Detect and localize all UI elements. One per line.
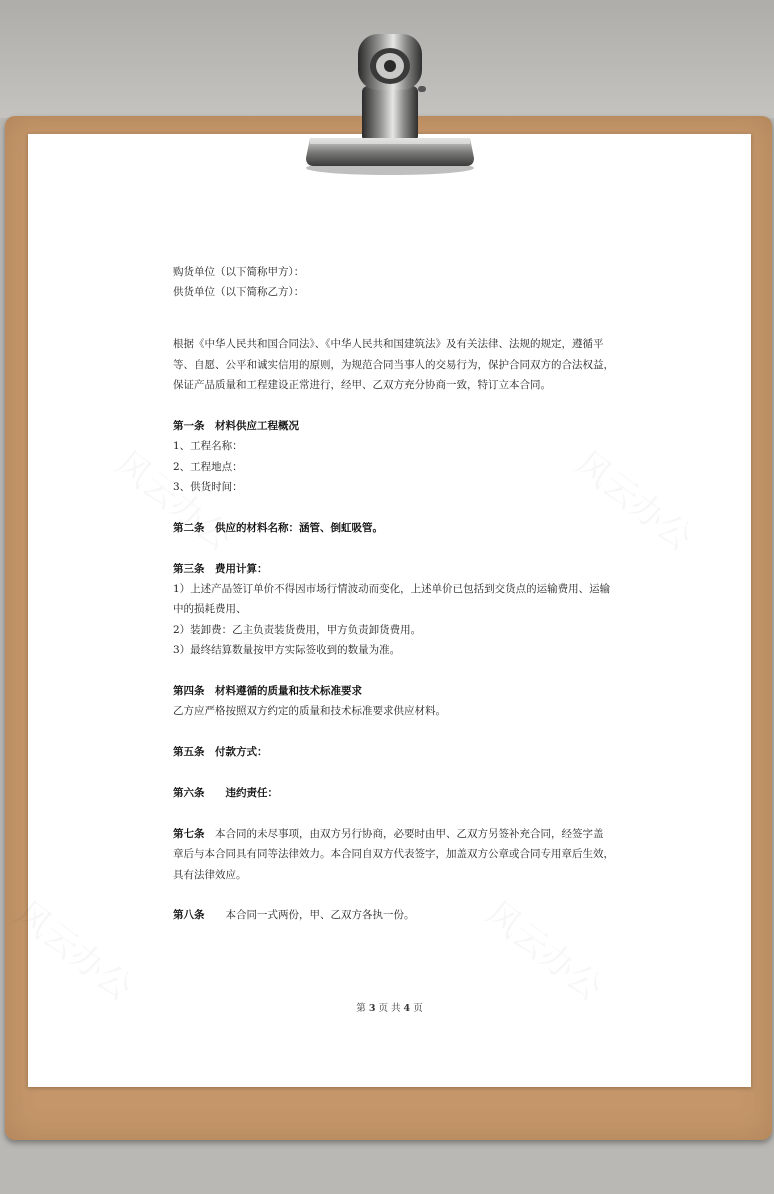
- article-3-title: 第三条 费用计算：: [173, 562, 268, 575]
- article-4-title: 第四条 材料遵循的质量和技术标准要求: [173, 685, 362, 698]
- preamble-line: 保证产品质量和工程建设正常进行，经甲、乙双方充分协商一致，特订立本合同。: [173, 379, 551, 392]
- article-2-title: 第二条 供应的材料名称：涵管、倒虹吸管。: [173, 521, 383, 534]
- project-name-line: 1、工程名称：: [173, 440, 243, 453]
- contract-body: [173, 262, 614, 926]
- preamble-line: 等、自愿、公平和诚实信用的原则，为规范合同当事人的交易行为，保护合同双方的合法权益，: [173, 358, 614, 371]
- current-page: 3: [368, 1003, 376, 1014]
- article-1-title: 第一条 材料供应工程概况: [173, 419, 299, 432]
- article-8-title: 第八条: [173, 909, 205, 922]
- project-location-line: 2、工程地点：: [173, 460, 243, 473]
- article-6-title: 第六条 违约责任：: [173, 787, 278, 800]
- cost-item: 1）上述产品签订单价不得因市场行情波动而变化，上述单价已包括到交货点的运输费用、运输: [173, 583, 611, 596]
- article-7-title: 第七条: [173, 827, 205, 840]
- watermark: [7, 887, 144, 1009]
- supplier-line: 供货单位（以下简称乙方）：: [173, 286, 305, 299]
- article-8-text: 本合同一式两份，甲、乙双方各执一份。: [204, 909, 415, 922]
- total-pages: 4: [403, 1003, 411, 1014]
- article-4-body: 乙方应严格按照双方约定的质量和技术标准要求供应材料。: [173, 705, 446, 718]
- preamble-line: 根据《中华人民共和国合同法》、《中华人民共和国建筑法》及有关法律、法规的规定，遵循平: [173, 338, 604, 351]
- binder-clip-icon: [300, 26, 476, 178]
- cost-item: 3）最终结算数量按甲方实际签收到的数量为准。: [173, 644, 401, 657]
- article-7-text: 具有法律效应。: [173, 868, 247, 881]
- article-7-text: 本合同的未尽事项，由双方另行协商，必要时由甲、乙双方另签补充合同，经签字盖: [204, 827, 604, 840]
- cost-item: 2）装卸费：乙主负责装货费用，甲方负责卸货费用。: [173, 623, 422, 636]
- page-number: 第 3 页 共 4 页: [356, 1003, 423, 1014]
- article-7-text: 章后与本合同具有同等法律效力。本合同自双方代表签字，加盖双方公章或合同专用章后生效，: [173, 848, 614, 861]
- article-5-title: 第五条 付款方式：: [173, 746, 268, 759]
- supply-time-line: 3、供货时间：: [173, 481, 243, 494]
- cost-item: 中的损耗费用、: [173, 603, 247, 616]
- buyer-line: 购货单位（以下简称甲方）：: [173, 266, 305, 278]
